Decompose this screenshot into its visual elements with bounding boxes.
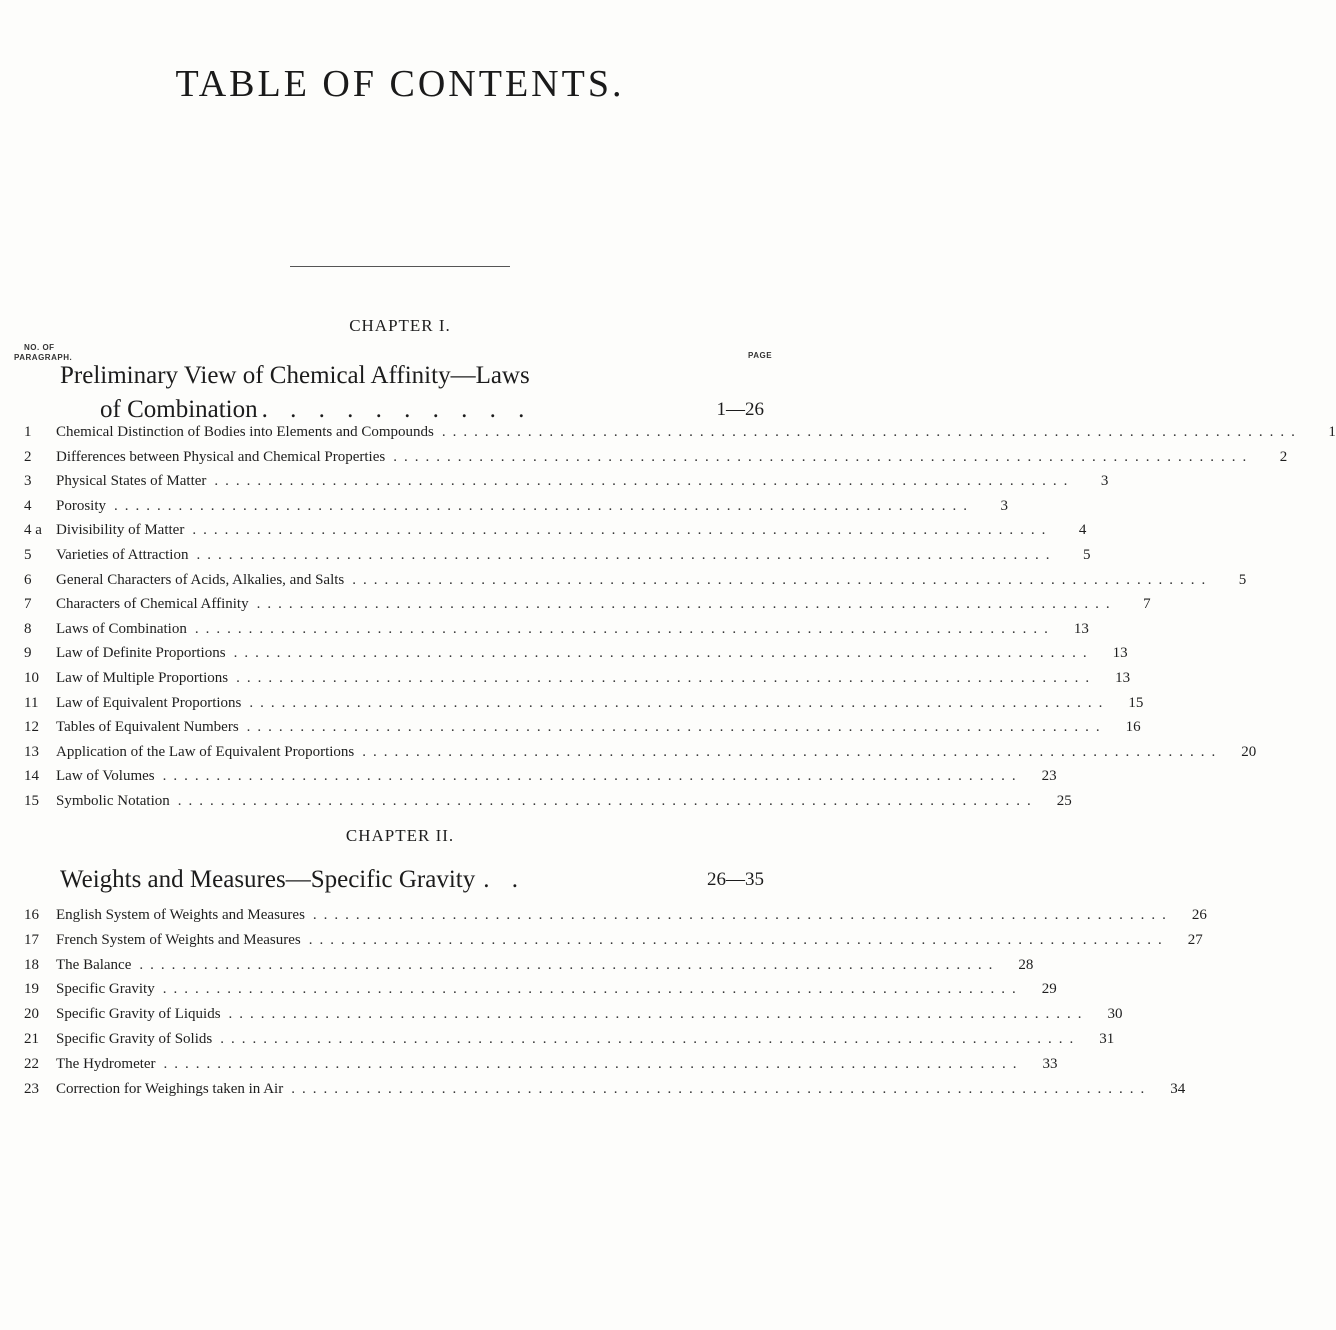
toc-entry — [24, 1002, 1123, 1026]
toc-entry — [24, 420, 1336, 444]
dot-leader: ................................................................................ — [192, 522, 1053, 539]
chapter-1-page-range: 1—26 — [716, 399, 764, 420]
page-number: 4 — [1078, 522, 1087, 539]
entry-title: General Characters of Acids, Alkalies, and Salts — [56, 571, 345, 588]
page-number: 15 — [1128, 694, 1144, 711]
dot-leader: ................................................................................ — [236, 670, 1097, 686]
dot-leader: ................................................................................ — [194, 620, 1055, 637]
paragraph-number: 6 — [24, 571, 32, 588]
entry-title: Law of Definite Proportions — [56, 645, 226, 662]
entry-title: Law of Multiple Proportions — [56, 670, 229, 686]
entry-title: Laws of Combination — [56, 620, 187, 637]
column-label-page: PAGE — [748, 351, 773, 360]
toc-entry — [24, 617, 1089, 641]
page-number: 23 — [1041, 768, 1057, 785]
dot-leader: ................................................................................ — [393, 448, 1254, 465]
paragraph-number: 22 — [24, 1055, 39, 1072]
dot-leader: ................................................................................ — [249, 694, 1110, 711]
paragraph-number: 4 a — [24, 522, 42, 539]
entry-title: Law of Equivalent Proportions — [56, 694, 242, 711]
entry-title: Characters of Chemical Affinity — [56, 596, 249, 613]
entry-title: Divisibility of Matter — [56, 522, 185, 539]
page-number: 2 — [1279, 448, 1288, 465]
toc-entry — [24, 715, 1141, 739]
toc-entry — [24, 740, 1257, 764]
toc-entry — [24, 764, 1057, 788]
paragraph-number: 23 — [24, 1080, 39, 1097]
dot-leader: ................................................................................ — [196, 547, 1057, 563]
page-number: 3 — [1000, 497, 1009, 514]
page-number: 34 — [1170, 1080, 1186, 1097]
dot-leader: ................................................................................ — [214, 473, 1075, 490]
chapter-1-title-leader: . . . . . . . . . . — [261, 396, 533, 423]
dot-leader: ................................................................................ — [220, 1031, 1081, 1047]
dot-leader: ................................................................................ — [312, 907, 1173, 923]
title-rule — [290, 266, 510, 267]
paragraph-number: 2 — [24, 448, 32, 465]
dot-leader: ................................................................................ — [228, 1006, 1089, 1023]
paragraph-number: 19 — [24, 981, 39, 998]
paragraph-number: 7 — [24, 596, 32, 613]
dot-leader: ................................................................................ — [352, 571, 1213, 588]
entry-title: Chemical Distinction of Bodies into Elements and Compounds — [56, 424, 434, 440]
page-number: 5 — [1238, 571, 1247, 588]
column-label-no-of: NO. OF — [24, 343, 55, 352]
entry-title: Porosity — [56, 497, 107, 514]
page-number: 1 — [1328, 424, 1336, 440]
toc-entry — [24, 543, 1091, 567]
paragraph-number: 15 — [24, 793, 39, 809]
page-number: 28 — [1018, 956, 1034, 973]
page-number: 13 — [1073, 620, 1089, 637]
dot-leader: ................................................................................ — [362, 743, 1223, 760]
entry-title: Correction for Weighings taken in Air — [56, 1080, 284, 1097]
chapter-2-title-leader: . . — [483, 866, 526, 893]
dot-leader: ................................................................................ — [246, 719, 1107, 736]
paragraph-number: 21 — [24, 1031, 39, 1047]
page-number: 13 — [1115, 670, 1131, 686]
toc-entry — [24, 691, 1144, 715]
dot-leader: ................................................................................ — [441, 424, 1302, 440]
toc-entry — [24, 518, 1087, 542]
chapter-1-title-line1: Preliminary View of Chemical Affinity—Laws — [60, 362, 530, 389]
entry-title: Specific Gravity of Liquids — [56, 1006, 221, 1023]
toc-entry — [24, 1052, 1058, 1076]
dot-leader: ................................................................................ — [308, 931, 1169, 948]
page-number: 7 — [1143, 596, 1151, 613]
page-number: 5 — [1082, 547, 1091, 563]
entry-title: Application of the Law of Equivalent Proportions — [56, 743, 355, 760]
paragraph-number: 20 — [24, 1006, 39, 1023]
page-number: 27 — [1187, 931, 1203, 948]
toc-entry — [24, 1027, 1115, 1051]
dot-leader: ................................................................................ — [233, 645, 1094, 662]
page-number: 13 — [1112, 645, 1128, 662]
page-number: 25 — [1056, 793, 1072, 809]
entry-title: French System of Weights and Measures — [56, 931, 301, 948]
entry-title: The Hydrometer — [56, 1055, 156, 1072]
entry-title: Tables of Equivalent Numbers — [56, 719, 239, 736]
toc-entry — [24, 928, 1203, 952]
page-number: 31 — [1099, 1031, 1115, 1047]
toc-entry — [24, 568, 1247, 592]
toc-entry — [24, 641, 1128, 665]
paragraph-number: 3 — [24, 473, 32, 490]
paragraph-number: 8 — [24, 620, 32, 637]
chapter-2-title — [60, 864, 764, 896]
page-number: 26 — [1191, 907, 1207, 923]
paragraph-number: 17 — [24, 931, 39, 948]
column-label-paragraph: PARAGRAPH. — [14, 353, 73, 362]
paragraph-number: 9 — [24, 645, 32, 662]
chapter-1-heading: CHAPTER I. — [349, 316, 451, 335]
page-number: 30 — [1107, 1006, 1123, 1023]
paragraph-number: 14 — [24, 768, 39, 785]
entry-title: Varieties of Attraction — [56, 547, 189, 563]
dot-leader: ................................................................................ — [162, 768, 1023, 785]
paragraph-number: 18 — [24, 956, 39, 973]
chapter-2-heading: CHAPTER II. — [345, 826, 455, 845]
paragraph-number: 12 — [24, 719, 39, 736]
toc-entry — [24, 445, 1288, 469]
paragraph-number: 11 — [24, 694, 39, 711]
dot-leader: ................................................................................ — [256, 596, 1117, 613]
entry-title: English System of Weights and Measures — [56, 907, 305, 923]
entry-title: Symbolic Notation — [56, 793, 170, 809]
entry-title: The Balance — [56, 956, 132, 973]
toc-entry — [24, 977, 1057, 1001]
paragraph-number: 10 — [24, 670, 39, 686]
paragraph-number: 4 — [24, 497, 32, 514]
toc-entry — [24, 903, 1207, 927]
toc-entry — [24, 469, 1109, 493]
paragraph-number: 1 — [24, 424, 32, 440]
dot-leader: ................................................................................ — [177, 793, 1038, 809]
toc-entry — [24, 953, 1034, 977]
page-number: 16 — [1125, 719, 1141, 736]
dot-leader: ................................................................................ — [162, 981, 1023, 998]
toc-entry — [24, 789, 1072, 813]
page-number: 3 — [1100, 473, 1109, 490]
entry-title: Specific Gravity — [56, 981, 155, 998]
paragraph-number: 16 — [24, 907, 39, 923]
entry-title: Law of Volumes — [56, 768, 155, 785]
toc-entry — [24, 494, 1009, 518]
toc-entry — [24, 666, 1131, 690]
dot-leader: ................................................................................ — [114, 497, 975, 514]
page-number: 29 — [1041, 981, 1057, 998]
paragraph-number: 13 — [24, 743, 39, 760]
paragraph-number: 5 — [24, 547, 32, 563]
entry-title: Specific Gravity of Solids — [56, 1031, 213, 1047]
page-title: TABLE OF CONTENTS. — [175, 63, 625, 105]
entry-title: Differences between Physical and Chemical Properties — [56, 448, 386, 465]
page-number: 20 — [1241, 743, 1257, 760]
entry-title: Physical States of Matter — [56, 473, 207, 490]
chapter-2-page-range: 26—35 — [707, 869, 764, 890]
toc-entry — [24, 1077, 1186, 1101]
chapter-1-title-line2-text: of Combination — [100, 396, 258, 423]
toc-entry — [24, 592, 1151, 616]
dot-leader: ................................................................................ — [163, 1055, 1024, 1072]
chapter-2-title-text: Weights and Measures—Specific Gravity — [60, 866, 476, 893]
dot-leader: ................................................................................ — [139, 956, 1000, 973]
dot-leader: ................................................................................ — [291, 1080, 1152, 1097]
page-number: 33 — [1042, 1055, 1058, 1072]
